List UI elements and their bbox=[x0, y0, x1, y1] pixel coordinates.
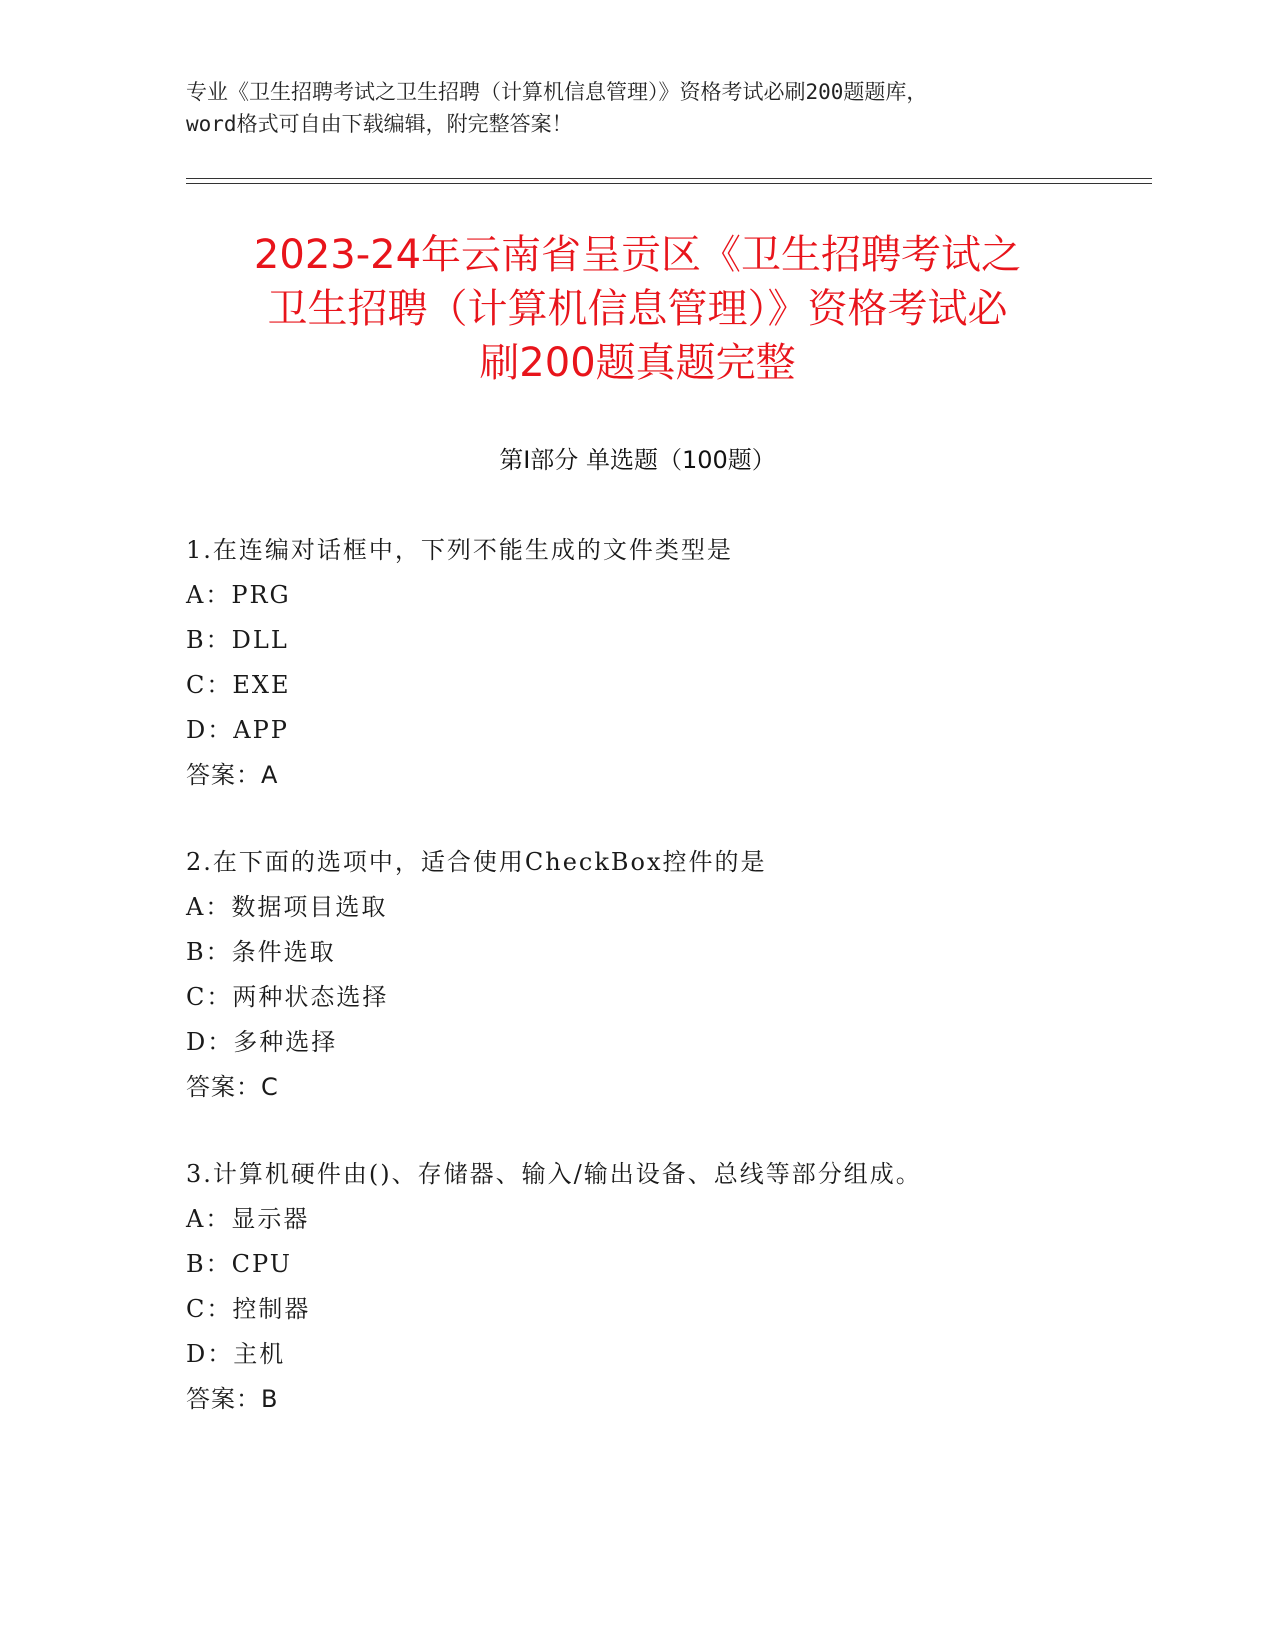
question-option-c: C：EXE bbox=[186, 671, 291, 699]
question-option-c: C：两种状态选择 bbox=[186, 983, 389, 1011]
question-answer: 答案：B bbox=[186, 1385, 279, 1413]
question-option-c: C：控制器 bbox=[186, 1295, 311, 1323]
header-note-line-1: 专业《卫生招聘考试之卫生招聘（计算机信息管理）》资格考试必刷200题题库， bbox=[186, 80, 928, 104]
document-title-line-2: 卫生招聘（计算机信息管理）》资格考试必 bbox=[267, 286, 1008, 332]
question-answer: 答案：A bbox=[186, 761, 279, 789]
question-option-b: B：CPU bbox=[186, 1250, 292, 1278]
document-title-line-1: 2023-24年云南省呈贡区《卫生招聘考试之 bbox=[253, 232, 1022, 278]
document-title-line-3: 刷200题真题完整 bbox=[479, 340, 796, 386]
question-stem: 2.在下面的选项中，适合使用CheckBox控件的是 bbox=[186, 848, 767, 876]
question-option-b: B：DLL bbox=[186, 626, 289, 654]
question-option-d: D：多种选择 bbox=[186, 1028, 338, 1056]
question-option-d: D：主机 bbox=[186, 1340, 286, 1368]
question-stem: 1.在连编对话框中，下列不能生成的文件类型是 bbox=[186, 536, 733, 564]
header-note bbox=[186, 76, 1086, 140]
header-divider-bottom bbox=[186, 183, 1152, 184]
header-note-line-2: word格式可自由下载编辑，附完整答案！ bbox=[186, 112, 573, 136]
section-title: 第Ⅰ部分 单选题（100题） bbox=[499, 446, 776, 474]
question-item bbox=[186, 528, 1136, 798]
document-title bbox=[150, 228, 1125, 390]
question-option-a: A：显示器 bbox=[186, 1205, 310, 1233]
question-item bbox=[186, 1152, 1136, 1422]
question-option-b: B：条件选取 bbox=[186, 938, 336, 966]
question-answer: 答案：C bbox=[186, 1073, 279, 1101]
question-option-d: D：APP bbox=[186, 716, 289, 744]
question-option-a: A：数据项目选取 bbox=[186, 893, 388, 921]
question-stem: 3.计算机硬件由()、存储器、输入/输出设备、总线等部分组成。 bbox=[186, 1160, 922, 1188]
question-item bbox=[186, 840, 1136, 1110]
header-divider-top bbox=[186, 178, 1152, 179]
question-option-a: A：PRG bbox=[186, 581, 291, 609]
question-list bbox=[186, 528, 1136, 1464]
